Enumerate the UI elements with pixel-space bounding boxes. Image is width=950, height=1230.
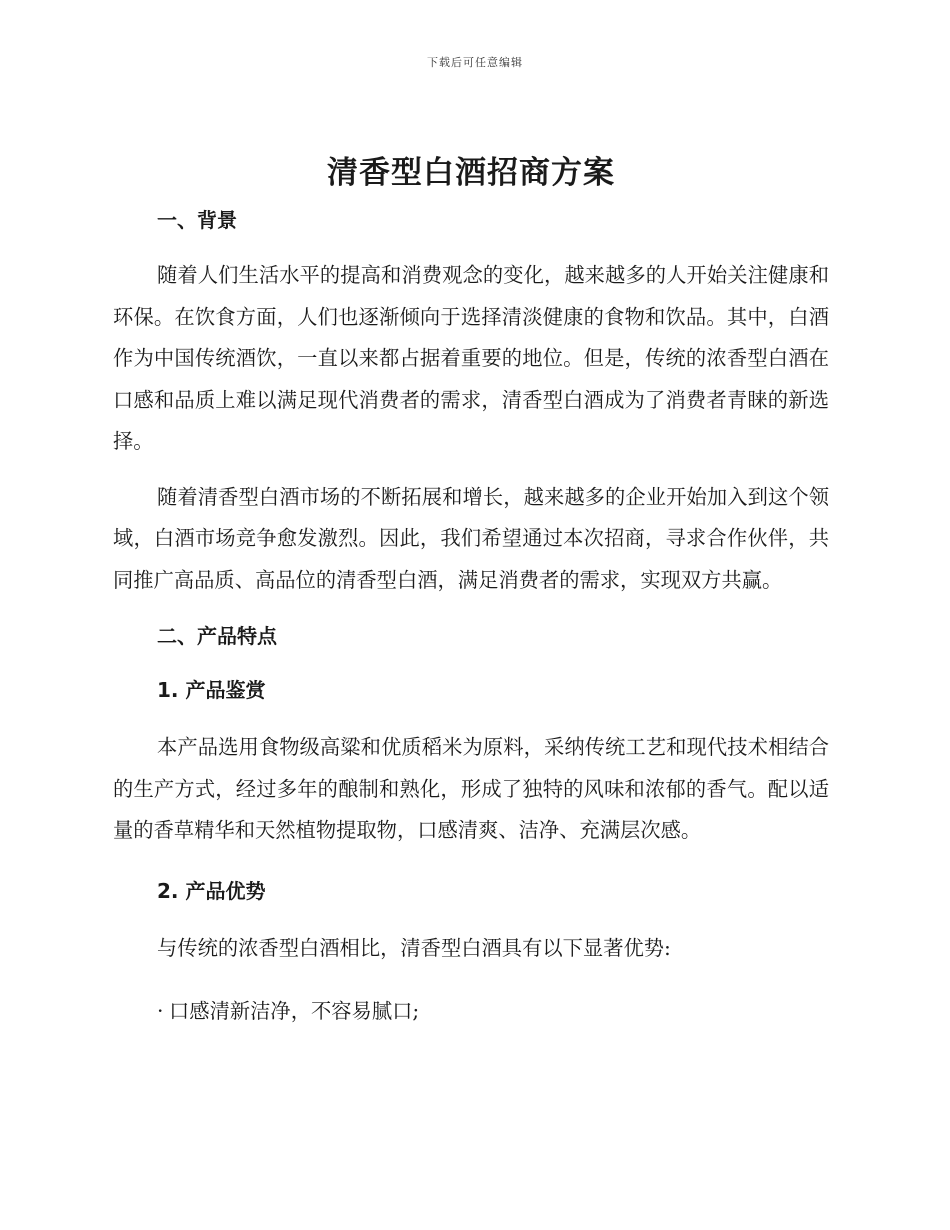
document-title: 清香型白酒招商方案 [327, 155, 615, 191]
subheading-appreciation: 1. 产品鉴赏 [157, 678, 266, 702]
bullet-text: 口感清新洁净，不容易腻口; [169, 999, 420, 1023]
advantages-bullet-item [113, 991, 829, 1033]
section-heading-background: 一、背景 [157, 208, 237, 232]
appreciation-paragraph: 本产品选用食物级高粱和优质稻米为原料，采纳传统工艺和现代技术相结合的生产方式，经过多年的酿制和熟化，形成了独特的风味和浓郁的香气。配以适量的香草精华和天然植物提取物，口感清爽、洁净、充满层次感。 [113, 735, 829, 842]
background-paragraph-1: 随着人们生活水平的提高和消费观念的变化，越来越多的人开始关注健康和环保。在饮食方面，人们也逐渐倾向于选择清淡健康的食物和饮品。其中，白酒作为中国传统酒饮，一直以来都占据着重要的地位。但是，传统的浓香型白酒在口感和品质上难以满足现代消费者的需求，清香型白酒成为了消费者青睐的新选择。 [113, 263, 829, 453]
advantages-lead-paragraph: 与传统的浓香型白酒相比，清香型白酒具有以下显著优势: [157, 935, 671, 960]
section-heading-features: 二、产品特点 [157, 624, 277, 648]
subheading-advantages: 2. 产品优势 [157, 878, 266, 903]
bullet-dot-icon: · [157, 999, 164, 1023]
header-note: 下载后可任意编辑 [427, 56, 523, 69]
document-body [113, 150, 829, 1033]
background-paragraph-2: 随着清香型白酒市场的不断拓展和增长，越来越多的企业开始加入到这个领域，白酒市场竞争愈发激烈。因此，我们希望通过本次招商，寻求合作伙伴，共同推广高品质、高品位的清香型白酒，满足消费者的需求，实现双方共赢。 [113, 484, 829, 592]
